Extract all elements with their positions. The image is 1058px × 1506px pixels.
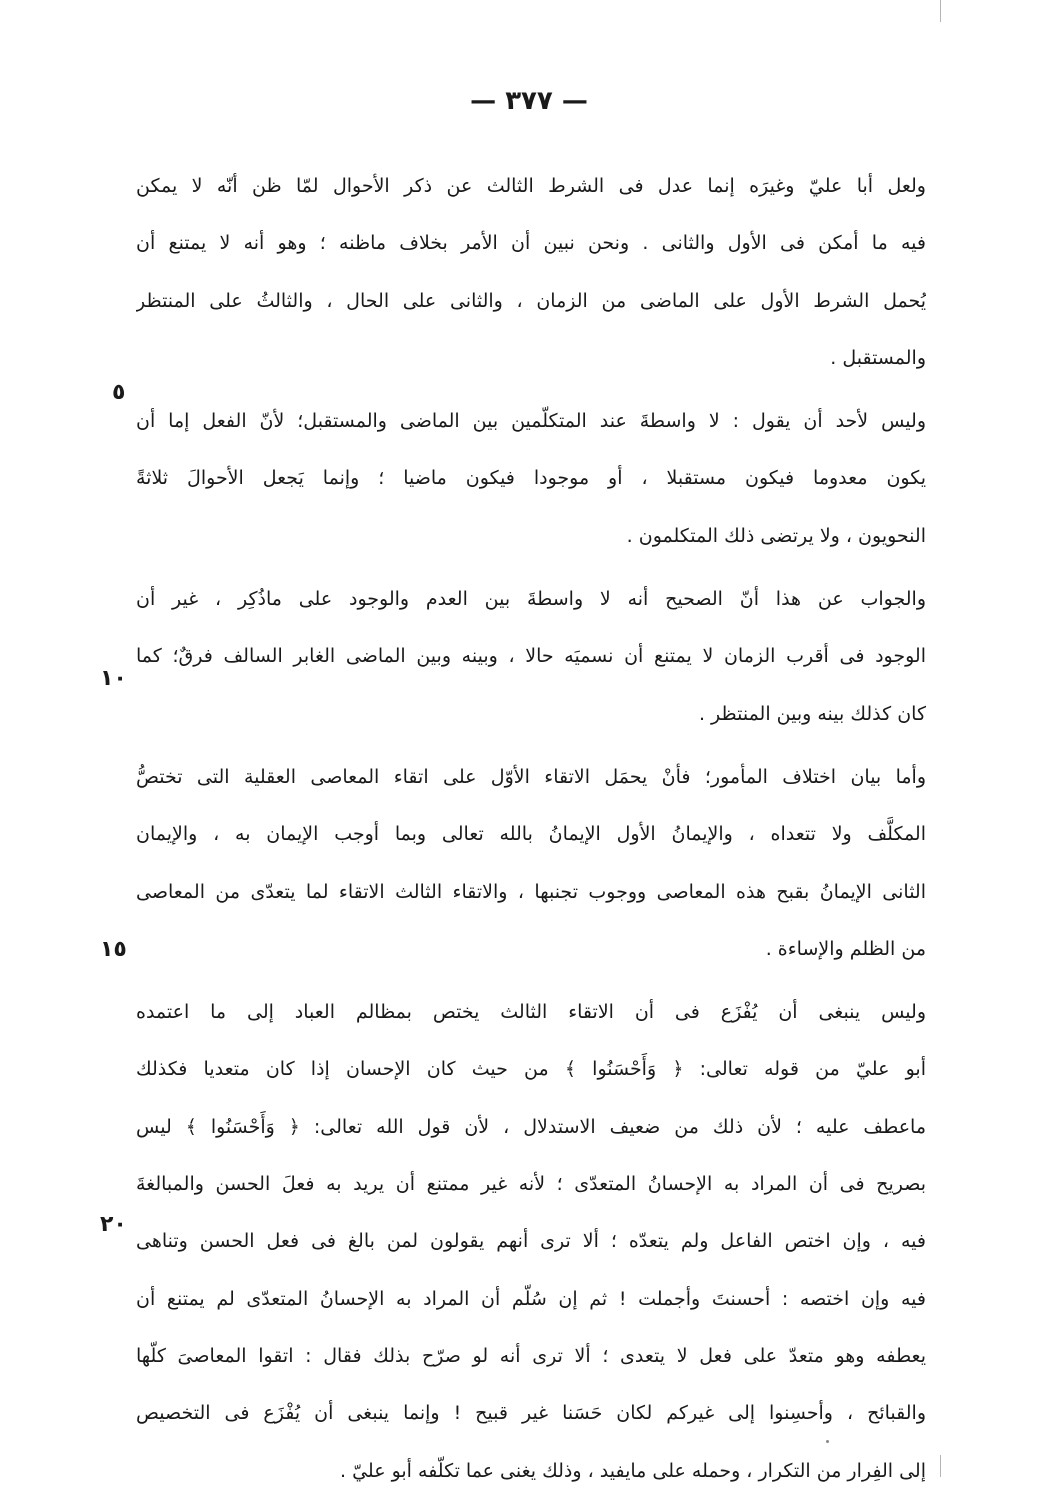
text-line: فيه وإن اختصه : أحسنتَ وأجملت ! ثم إن سُلّم أن المراد به الإحسانُ المتعدّى لم يمتنع أن <box>136 1287 926 1310</box>
text-line: وليس لأحد أن يقول : لا واسطةَ عند المتكلّمين بين الماضى والمستقبل؛ لأنّ الفعل إما أن <box>136 410 926 433</box>
line-number-20: ٢٠ <box>100 1212 127 1237</box>
margin-line-numbers <box>0 0 140 1477</box>
text-line: الوجود فى أقرب الزمان لا يمتنع أن نسميَه حالا ، وبينه وبين الماضى الغابر السالف فرقٌ؛ كما <box>136 645 926 668</box>
text-line: وأما بيان اختلاف المأمور؛ فأنْ يحمَل الاتقاء الأوّل على اتقاء المعاصى العقلية التى تختصُّ <box>136 765 926 788</box>
line-number-5: ٥ <box>112 380 126 405</box>
text-line: فيه ما أمكن فى الأول والثانى . ونحن نبين أن الأمر بخلاف ماظنه ؛ وهو أنه لا يمتنع أن <box>136 232 926 255</box>
text-line: يُحمل الشرط الأول على الماضى من الزمان ، والثانى على الحال ، والثالثُ على المنتظر <box>136 289 926 312</box>
text-line: وليس ينبغى أن يُفْزَع فى أن الاتقاء الثالث يختص بمظالم العباد إلى ما اعتمده <box>136 1001 926 1024</box>
text-line: فيه ، وإن اختص الفاعل ولم يتعدّه ؛ ألا ترى أنهم يقولون لمن بالغ فى فعل الحسن وتناهى <box>136 1230 926 1253</box>
text-line: يكون معدوما فيكون مستقبلا ، أو موجودا فيكون ماضيا ؛ وإنما يَجعل الأحوالَ ثلاثةً <box>136 467 926 490</box>
text-line: يعطفه وهو متعدّ على فعل لا يتعدى ؛ ألا ترى أنه لو صرّح بذلك فقال : اتقوا المعاصىَ كلّها <box>136 1344 926 1367</box>
text-line: أبو عليّ من قوله تعالى: ﴿ وَأَحْسَنُوا ﴾ من حيث كان الإحسان إذا كان متعديا فكذلك <box>136 1058 926 1081</box>
text-line: ولعل أبا عليّ وغيرَه إنما عدل فى الشرط الثالث عن ذكر الأحوال لمّا ظن أنّه لا يمكن <box>136 175 926 197</box>
page-number: — ٣٧٧ — <box>470 86 588 116</box>
line-number-15: ١٥ <box>100 937 127 962</box>
paragraph-2 <box>136 393 926 565</box>
scan-edge-mark-bottom <box>940 1455 941 1477</box>
main-text <box>136 158 926 1506</box>
text-line: والجواب عن هذا أنّ الصحيح أنه لا واسطةَ بين العدم والوجود على ماذُكِر ، غير أن <box>136 588 926 611</box>
ink-speck <box>826 1440 829 1443</box>
text-line: النحويون ، ولا يرتضى ذلك المتكلمون . <box>626 524 926 547</box>
paragraph-3 <box>136 571 926 743</box>
text-line: ماعطف عليه ؛ لأن ذلك من ضعيف الاستدلال ، لأن قول الله تعالى: ﴿ وَأَحْسَنُوا ﴾ ليس <box>136 1115 926 1138</box>
text-line: والقبائح ، وأحسِنوا إلى غيركم لكان حَسَنا غير قبيح ! وإنما ينبغى أن يُفْزَع فى التخصيص <box>136 1402 926 1425</box>
text-line: كان كذلك بينه وبين المنتظر . <box>698 702 926 725</box>
text-line: إلى الفِرار من التكرار ، وحمله على مايفيد ، وذلك يغنى عما تكلّفه أبو عليّ . <box>340 1459 926 1482</box>
paragraph-1 <box>136 158 926 387</box>
line-number-10: ١٠ <box>100 666 127 691</box>
paragraph-4 <box>136 749 926 978</box>
text-line: والمستقبل . <box>830 346 926 369</box>
scan-edge-mark-top <box>940 0 941 22</box>
paragraph-5 <box>136 984 926 1500</box>
text-line: من الظلم والإساءة . <box>765 937 926 960</box>
text-line: الثانى الإيمانُ بقبح هذه المعاصى ووجوب تجنبها ، والاتقاء الثالث الاتقاء لما يتعدّى من المعاصى <box>136 880 926 903</box>
text-line: المكلَّف ولا تتعداه ، والإيمانُ الأول الإيمانُ بالله تعالى وبما أوجب الإيمان به ، والإيمان <box>136 823 926 846</box>
text-line: بصريح فى أن المراد به الإحسانُ المتعدّى ؛ لأنه غير ممتنع أن يريد به فعلَ الحسن والمبالغةَ <box>136 1173 926 1196</box>
